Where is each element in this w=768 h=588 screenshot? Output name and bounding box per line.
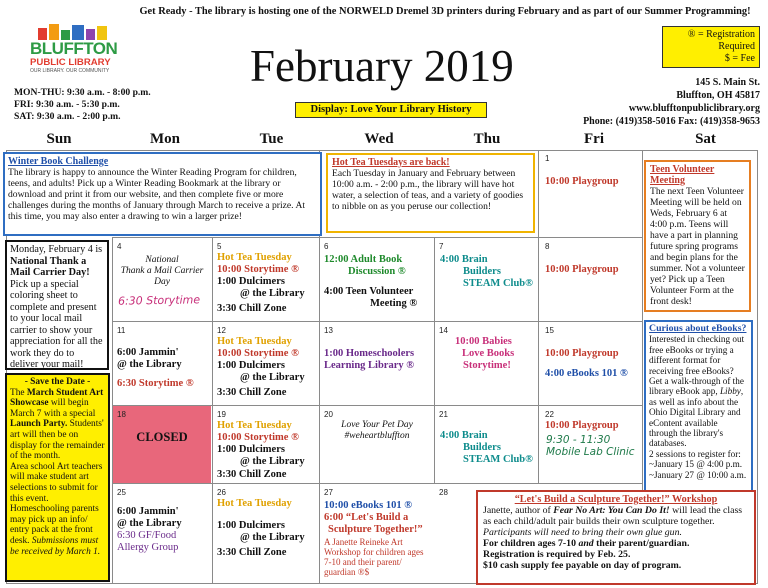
date-28: 28: [439, 488, 448, 497]
display-banner: Display: Love Your Library History: [295, 102, 487, 118]
event-storytime-5: 10:00 Storytime ®: [217, 264, 299, 275]
day-tue: Tue: [259, 131, 284, 147]
event-bookdisc-6b: Discussion ®: [348, 266, 406, 277]
sculpture-t1: Janette, author of: [483, 505, 554, 516]
sculpture-l1c: their parent/guardian.: [593, 538, 690, 549]
art-t3: Students' art will then be on display for the remainder of the month.: [10, 419, 105, 462]
event-dulcimers-26b: @ the Library: [240, 532, 305, 543]
art-t4: Area school Art teachers will make student art selections to submit for this event. Homeschooling parents may pick up an info/ entry pack at the front desk.: [10, 461, 103, 546]
date-1: 1: [545, 154, 550, 163]
event-storytime-11: 6:30 Storytime ®: [117, 378, 194, 389]
day-sat: Sat: [695, 131, 716, 147]
event-sculpture-27: 6:00 “Let's Build a: [324, 512, 409, 523]
event-hottea-26: Hot Tea Tuesday: [217, 498, 292, 509]
ebooks-session2: ~January 27 @ 10:00 a.m.: [649, 469, 747, 480]
event-homeschool-13: 1:00 Homeschoolers: [324, 348, 415, 359]
date-26: 26: [217, 488, 226, 497]
event-babies-14b: Love Books: [462, 348, 515, 359]
day-sun: Sun: [46, 131, 72, 147]
day-header-row: [6, 131, 758, 149]
mail-p1: Monday, February 4 is: [10, 244, 103, 255]
address-city: Bluffton, OH 45817: [676, 90, 760, 101]
closed-label: CLOSED: [136, 430, 188, 444]
art-t5: Submissions must be received by March 1.: [10, 535, 101, 557]
event-jammin-25: 6:00 Jammin': [117, 506, 179, 517]
ebooks-box: [644, 320, 753, 513]
logo-tagline: OUR LIBRARY. OUR COMMUNITY: [30, 68, 110, 74]
hours-sat: SAT: 9:30 a.m. - 2:00 p.m.: [14, 111, 121, 122]
teen-title: Teen Volunteer Meeting: [650, 164, 715, 186]
top-banner: Get Ready - The library is hosting one of the NORWELD Dremel 3D printers during February and as part of our Summer Programming!: [139, 6, 751, 17]
pet-line2: #weheartbluffton: [344, 431, 410, 441]
logo-line2: PUBLIC LIBRARY: [30, 57, 111, 68]
mail-bold: National Thank a Mail Carrier Day!: [10, 255, 90, 278]
mon4-line2: Thank a Mail Carrier: [120, 266, 204, 276]
event-playgroup-22: 10:00 Playgroup: [545, 420, 619, 431]
art-b1: March Student Art Showcase: [10, 387, 104, 409]
address-block: [540, 76, 760, 128]
legend-required: Required: [718, 41, 755, 52]
sculpture-title: “Let's Build a Sculpture Together!” Workshop: [514, 494, 718, 505]
event-hottea-5: Hot Tea Tuesday: [217, 252, 292, 263]
mon4-line1: National: [145, 255, 179, 265]
event-storytime-19: 10:00 Storytime ®: [217, 432, 299, 443]
art-b2: Launch Party.: [10, 419, 68, 430]
sculpture-t3: Participants will need to bring their own glue gun.: [483, 527, 682, 538]
winter-title: Winter Book Challenge: [8, 156, 109, 167]
ebooks-libby: Libby: [719, 386, 741, 397]
sculpture-t2: will lead the class as each child/adult pair builds their own sculpture together.: [483, 505, 743, 527]
event-dulcimers-5: 1:00 Dulcimers: [217, 276, 285, 287]
event-homeschool-13b: Learning Library ®: [324, 360, 415, 371]
event-hottea-19: Hot Tea Tuesday: [217, 420, 292, 431]
date-27: 27: [324, 488, 333, 497]
event-playgroup-8: 10:00 Playgroup: [545, 264, 619, 275]
sculpture-l2: Registration is required by Feb. 25.: [483, 549, 631, 560]
logo-line1: BLUFFTON: [30, 39, 118, 58]
sculpture-l1b: and: [578, 538, 594, 549]
sculpture-book: Fear No Art: You Can Do It!: [553, 505, 670, 516]
date-12: 12: [217, 326, 226, 335]
day-wed: Wed: [364, 131, 394, 147]
date-5: 5: [217, 242, 222, 251]
date-13: 13: [324, 326, 333, 335]
teen-volunteer-box: [644, 160, 751, 312]
pet-line1: Love Your Pet Day: [341, 420, 413, 430]
event-jammin-11b: @ the Library: [117, 359, 182, 370]
hottea-body: Each Tuesday in January and February between 10:00 a.m. - 2:00 p.m., the library will have hot water, a selection of teas, and a variety of goodies to nibble on as you peruse our collection!: [332, 168, 524, 212]
event-sculpture-27b: Sculpture Together!”: [328, 524, 423, 535]
website: www.blufftonpubliclibrary.org: [628, 103, 760, 114]
event-dulcimers-19: 1:00 Dulcimers: [217, 444, 285, 455]
pet-day-note: [320, 420, 434, 442]
event-brain-7: 4:00 Brain: [440, 254, 488, 265]
sculpture-workshop-box: [476, 490, 756, 585]
event-ebooks-27: 10:00 eBooks 101 ®: [324, 500, 413, 511]
hours: [14, 87, 151, 123]
phone-fax: Phone: (419)358-5016 Fax: (419)358-9653: [583, 116, 760, 127]
date-15: 15: [545, 326, 554, 335]
ebooks-reg: 2 sessions to register for:: [649, 448, 741, 459]
event-playgroup-1: 10:00 Playgroup: [545, 176, 619, 187]
hours-fri: FRI: 9:30 a.m. - 5:30 p.m.: [14, 99, 120, 110]
event-storytime-12: 10:00 Storytime ®: [217, 348, 299, 359]
mon4-line3: Day: [154, 277, 170, 287]
event-bookdisc-6: 12:00 Adult Book: [324, 254, 403, 265]
date-6: 6: [324, 242, 329, 251]
teen-body: The next Teen Volunteer Meeting will be held on Weds, February 6 at 4:00 p.m. Teens will have a part in planning future spring programs and begin plans for the summer. Not a volunteer yet? Pick up a Teen Volunteer Form at the front desk!: [650, 186, 745, 307]
legend-fee: $ = Fee: [724, 53, 755, 64]
event-ebooks-15: 4:00 eBooks 101 ®: [545, 368, 628, 379]
date-20: 20: [324, 410, 333, 419]
day-thu: Thu: [473, 131, 501, 147]
mail-p2: Pick up a special coloring sheet to complete and present to your local mail carrier to show your appreciation for all the work they do to deliver your mail!: [10, 278, 103, 370]
event-brain-7b: Builders: [463, 266, 501, 277]
art-showcase-box: [5, 373, 110, 582]
date-18: 18: [117, 410, 126, 419]
event-chill-19: 3:30 Chill Zone: [217, 469, 287, 480]
mail-carrier-box: [5, 240, 109, 370]
art-t2: will begin March 7 with a special: [10, 398, 96, 419]
ebooks-body2: , as well as info about the Ohio Digital Library and eContent available through the library's databases.: [649, 386, 744, 449]
event-brain-21: 4:00 Brain: [440, 430, 488, 441]
date-11: 11: [117, 326, 126, 335]
date-4: 4: [117, 242, 122, 251]
event-brain-7c: STEAM Club®: [463, 278, 533, 289]
event-teenvol-6: 4:00 Teen Volunteer: [324, 286, 414, 297]
art-title: - Save the Date -: [24, 377, 91, 387]
event-dulcimers-5b: @ the Library: [240, 288, 305, 299]
event-jammin-11: 6:00 Jammin': [117, 347, 179, 358]
sculpture-l3: $10 cash supply fee payable on day of program.: [483, 560, 682, 571]
date-8: 8: [545, 242, 550, 251]
sculpture-l1a: For children ages 7-10: [483, 538, 579, 549]
legend-box: [662, 26, 760, 68]
hottea-title: Hot Tea Tuesdays are back!: [332, 157, 450, 168]
ebooks-title: Curious about eBooks?: [649, 323, 747, 334]
hot-tea-box: [326, 153, 535, 233]
address-street: 145 S. Main St.: [695, 77, 760, 88]
winter-body: The library is happy to announce the Winter Reading Program for children, teens, and adults! Pick up a Winter Reading Bookmark at the library or download and print it from our website, and then complete five or more challenges during the months of January through March to receive a prize. At this time, you may also enter a drawing to win a larger prize!: [8, 167, 306, 222]
handwritten-mobile-lab: 9:30 - 11:30 Mobile Lab Clinic: [546, 434, 635, 458]
day-fri: Fri: [584, 131, 604, 147]
legend-registration: ® = Registration: [687, 29, 755, 40]
event-teenvol-6b: Meeting ®: [370, 298, 418, 309]
event-chill-5: 3:30 Chill Zone: [217, 303, 287, 314]
library-logo: [30, 24, 126, 84]
event-hottea-12: Hot Tea Tuesday: [217, 336, 292, 347]
event-babies-14: 10:00 Babies: [455, 336, 512, 347]
mail-carrier-day-note: [113, 255, 211, 288]
event-playgroup-15: 10:00 Playgroup: [545, 348, 619, 359]
date-21: 21: [439, 410, 448, 419]
date-25: 25: [117, 488, 126, 497]
day-mon: Mon: [150, 131, 180, 147]
event-brain-21c: STEAM Club®: [463, 454, 533, 465]
event-chill-12: 3:30 Chill Zone: [217, 387, 287, 398]
hours-mon-thu: MON-THU: 9:30 a.m. - 8:00 p.m.: [14, 87, 151, 98]
event-dulcimers-12b: @ the Library: [240, 372, 305, 383]
ebooks-session1: ~January 15 @ 4:00 p.m.: [649, 459, 743, 470]
art-t1: The: [10, 387, 27, 398]
event-gf-25b: Allergy Group: [117, 542, 179, 553]
event-dulcimers-26: 1:00 Dulcimers: [217, 520, 285, 531]
date-7: 7: [439, 242, 444, 251]
event-sculpture-27-desc: A Janette Reineke Art Workshop for children ages 7-10 and their parent/ guardian ®$: [324, 537, 424, 577]
event-dulcimers-12: 1:00 Dulcimers: [217, 360, 285, 371]
event-chill-26: 3:30 Chill Zone: [217, 547, 287, 558]
event-babies-14c: Storytime!: [463, 360, 511, 371]
event-brain-21b: Builders: [463, 442, 501, 453]
event-dulcimers-19b: @ the Library: [240, 456, 305, 467]
ebooks-body: Interested in checking out free eBooks or trying a different format for receiving free eBooks? Get a walk-through of the library eBook app,: [649, 334, 745, 397]
date-14: 14: [439, 326, 448, 335]
page-title: February 2019: [250, 41, 514, 91]
event-jammin-25b: @ the Library: [117, 518, 182, 529]
winter-book-challenge-box: [3, 152, 322, 236]
handwritten-storytime: 6:30 Storytime: [117, 293, 201, 308]
logo-buildings-icon: [38, 24, 126, 40]
date-19: 19: [217, 410, 226, 419]
date-22: 22: [545, 410, 554, 419]
event-gf-25: 6:30 GF/Food: [117, 530, 177, 541]
